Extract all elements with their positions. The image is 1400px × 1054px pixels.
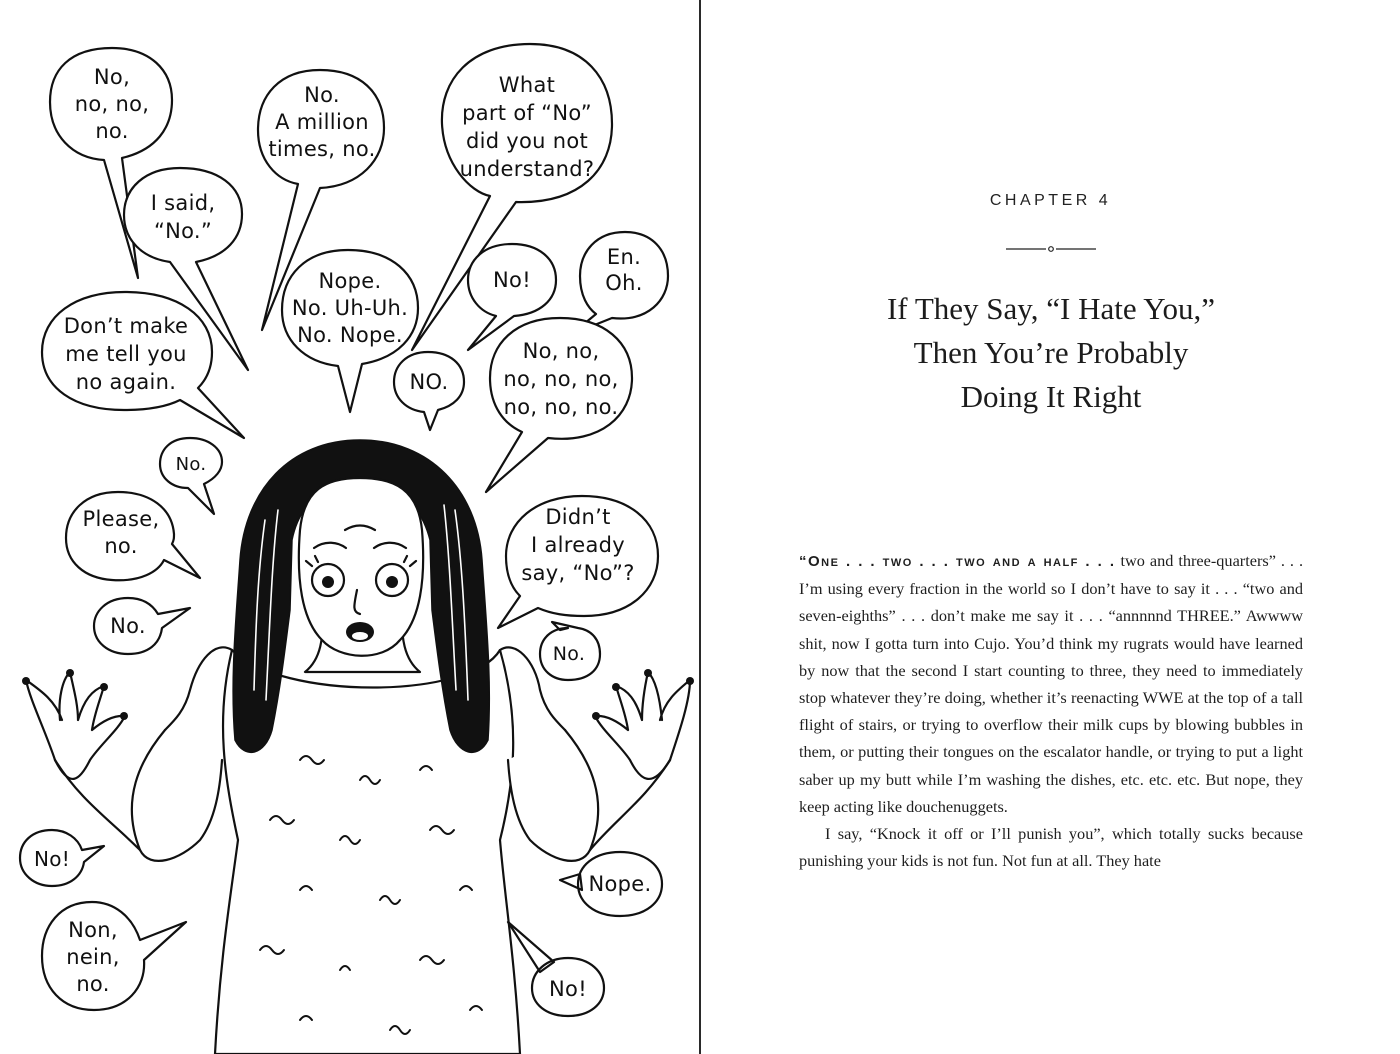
speech-bubble-no-no-many — [486, 318, 632, 492]
svg-text:No. — [553, 643, 585, 665]
speech-bubble-no-caps — [394, 352, 464, 430]
svg-text:Don’t makeme tell youno again. — [64, 314, 189, 394]
svg-text:No. — [110, 614, 146, 638]
illustration-page — [0, 0, 699, 1054]
ornament-divider — [1006, 243, 1096, 255]
bubble-line: Please, — [82, 507, 160, 531]
svg-text:No! — [549, 977, 587, 1001]
bubble-line: No. Nope. — [297, 323, 403, 347]
text-page — [701, 0, 1400, 1054]
bubble-line: I said, — [150, 191, 216, 215]
speech-bubble-en-oh — [572, 232, 668, 334]
svg-text:Nope. — [589, 872, 652, 896]
bubble-line: No! — [493, 268, 531, 292]
bubble-line: No. — [304, 83, 340, 107]
paragraph-text: two and three-quarters” . . . I’m using every fraction in the world so I don’t have to say it . . . “two and seven-eighths” . . . don’t make me say it . . . “annnnnd THREE.” Awwww shit, now I gotta turn into Cujo. You’d think my rugrats would have learned by now that the second I start counting to three, they need to immediately stop whatever they’re doing, whether it’s reenacting WWE at the top of a tall flight of stairs, or trying to overflow their milk cups by blowing bubbles in them, or putting their tongues on the escalator handle, or trying to put a light saber up my butt while I’m washing the dishes, etc. etc. etc. But nope, they keep acting like douchenuggets. — [799, 551, 1304, 816]
svg-text:No! — [34, 847, 70, 871]
body-paragraph — [799, 547, 1303, 820]
bubble-line: No. — [552, 643, 586, 665]
bubble-line: No, no, — [522, 339, 600, 363]
chapter-title-line: If They Say, “I Hate You,” — [886, 291, 1215, 326]
bubble-line: no. — [76, 972, 110, 996]
bubble-line: No, — [93, 65, 131, 89]
speech-bubble-no-right-mid — [540, 622, 600, 680]
speech-bubble-please-no — [66, 492, 200, 580]
bubble-line: A million — [275, 110, 369, 134]
bubble-line: No. — [110, 614, 146, 638]
bubble-line: Oh. — [605, 271, 643, 295]
bubble-line: part of “No” — [462, 101, 592, 125]
body-text — [799, 547, 1303, 874]
bubble-line: no. — [104, 534, 138, 558]
svg-text:No! — [493, 268, 531, 292]
bubble-line: Nope. — [588, 872, 652, 896]
bubble-line: times, no. — [268, 137, 376, 161]
bubble-line: no, no, no, — [503, 367, 619, 391]
bubble-line: NO. — [409, 370, 449, 394]
speech-bubble-no-exclaim-bottom — [508, 922, 604, 1016]
chapter-title — [801, 287, 1301, 419]
svg-text:NO. — [410, 370, 449, 394]
bubble-line: Nope. — [318, 269, 382, 293]
bubble-line: No! — [33, 847, 71, 871]
bubble-line: Don’t make — [63, 314, 189, 338]
chapter-title-line: Then You’re Probably — [913, 335, 1189, 370]
chapter-label: CHAPTER 4 — [989, 192, 1112, 209]
bubble-line: No. — [175, 454, 207, 475]
illustration — [0, 0, 699, 1054]
bubble-line: Non, — [68, 918, 118, 942]
bubble-line: understand? — [459, 157, 595, 181]
bubble-line: “No.” — [153, 219, 213, 243]
speech-bubble-no-exclaim-left — [20, 830, 104, 886]
speech-bubble-no-small — [160, 438, 222, 514]
bubble-line: No. Uh-Uh. — [291, 296, 409, 320]
bubble-line: no again. — [75, 370, 177, 394]
chapter-title-line: Doing It Right — [960, 379, 1142, 414]
bubble-line: me tell you — [65, 342, 187, 366]
bubble-line: did you not — [465, 129, 589, 153]
body-paragraph: I say, “Knock it off or I’ll punish you”, which totally sucks because punishing your kids is not fun. Not fun at all. They hate — [799, 824, 1303, 871]
speech-bubble-didnt-i — [498, 496, 658, 628]
bubble-line: I already — [531, 533, 625, 557]
lead-in-text: “One . . . two . . . two and a half . . . — [799, 553, 1116, 570]
bubble-line: nein, — [66, 945, 120, 969]
bubble-line: no, no, no. — [503, 395, 619, 419]
bubble-line: say, “No”? — [521, 561, 635, 585]
bubble-line: no. — [95, 119, 129, 143]
bubble-line: En. — [606, 245, 642, 269]
bubble-line: No! — [549, 977, 587, 1001]
bubble-line: no, no, — [74, 92, 150, 116]
bubble-line: Didn’t — [545, 505, 611, 529]
speech-bubble-non-nein — [42, 902, 186, 1010]
speech-bubble-no-left-mid — [94, 598, 190, 654]
bubble-line: What — [498, 73, 556, 97]
svg-text:No. — [176, 454, 207, 475]
